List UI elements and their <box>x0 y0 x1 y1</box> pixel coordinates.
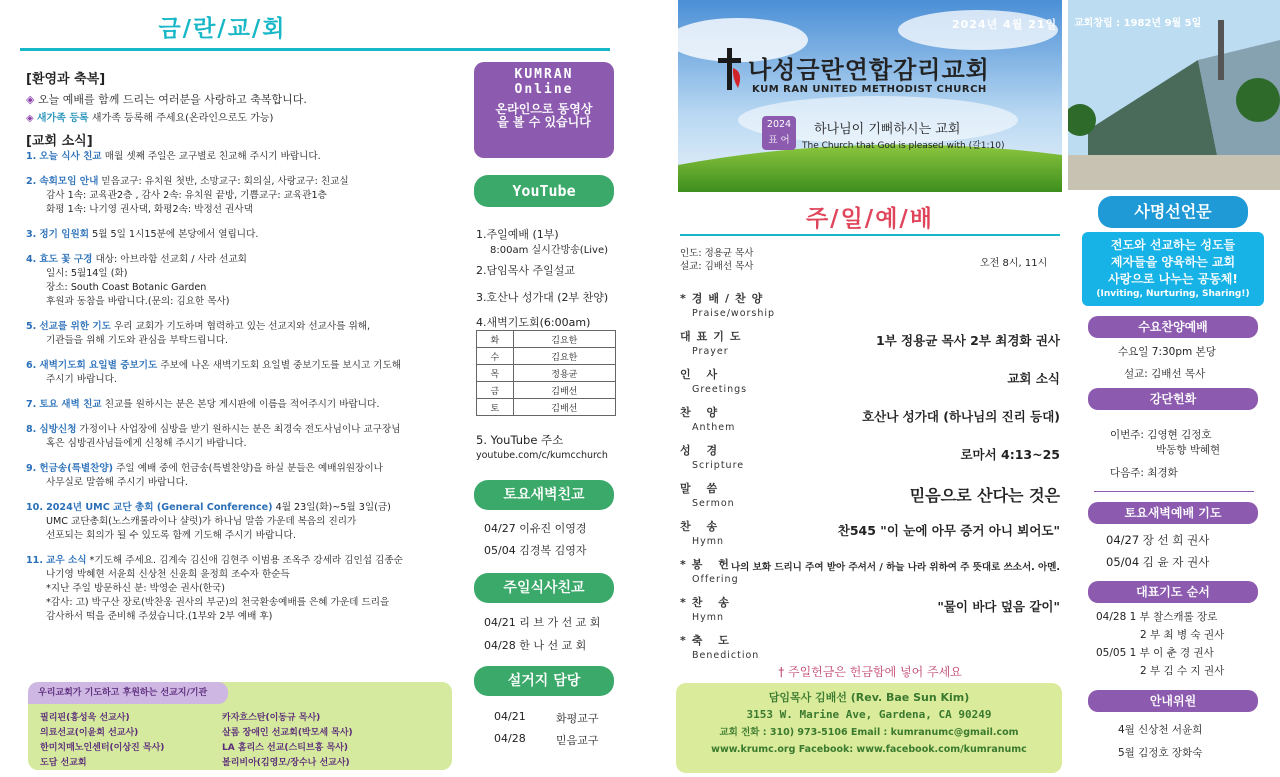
order-item-ko: *찬 송 <box>680 596 735 609</box>
yt-item-2: 2.담임목사 주일설교 <box>476 264 575 277</box>
wednesday-service-heading: 수요찬양예배 <box>1088 316 1258 338</box>
welcome-section <box>26 68 307 124</box>
dish-date: 04/28 <box>494 732 526 745</box>
news-item: 10. 2024년 UMC 교단 총회 (General Conference) 4월 23일(화)~5월 3일(금) UMC 교단총회(노스캐롤라이나 샬럿)가 하나님 말씀 가운데 복음의 진리가 선포되는 회의가 될 수 있도록 함께 기도해 주시기 바랍니다. <box>26 502 391 541</box>
usher-heading: 안내위원 <box>1088 690 1258 712</box>
table-row: 토 김배선 <box>477 399 616 416</box>
order-item-value: 로마서 4:13~25 <box>960 447 1060 462</box>
welcome-line: ◈ 오늘 예배를 함께 드리는 여러분을 사랑하고 축복합니다. <box>26 93 307 106</box>
altar-this-week: 이번주: 김영현 김정호 <box>1110 429 1212 441</box>
order-item-ko: 대표기도 <box>680 330 747 343</box>
saturday-row: 04/27 이유진 이영경 <box>484 522 587 535</box>
missionary-item: 볼리비아(김영모/장수나 선교사) <box>222 758 350 768</box>
mission-statement: 전도와 선교하는 성도들 제자들을 양육하는 교회 사랑으로 나누는 공동체! (Inviting, Nurturing, Sharing!) <box>1082 232 1264 306</box>
umc-cross-flame-icon <box>718 48 744 94</box>
worship-leaders: 인도: 정용균 목사 설교: 김배선 목사 <box>680 248 754 272</box>
wednesday-time: 수요일 7:30pm 본당 <box>1118 346 1216 358</box>
altar-next-week: 다음주: 최경화 <box>1110 467 1178 479</box>
dish-team: 화평교구 <box>556 712 599 725</box>
order-item-ko: *경배/찬양 <box>680 292 769 305</box>
motto-en: The Church that God is pleased with (갈1:10) <box>802 141 1005 151</box>
yt-item-3: 3.호산나 성가대 (2부 찬양) <box>476 291 609 304</box>
order-item-ko: *봉 헌 <box>680 558 735 571</box>
diamond-icon: ◈ <box>26 93 35 106</box>
order-item-en: Scripture <box>692 460 745 471</box>
news-item: 8. 심방신청 가정이나 사업장에 심방을 받기 원하시는 분은 최경숙 전도사님이나 교구장님 혹은 심방권사님들에게 신청해 주시기 바랍니다. <box>26 424 401 449</box>
missionary-item: 도담 선교회 <box>40 758 87 768</box>
dishwashing-label: 설거지 담당 <box>474 666 614 696</box>
missionary-item: 카자흐스탄(이동규 목사) <box>222 713 321 723</box>
news-item: 6. 새벽기도회 요일별 중보기도 주보에 나온 새벽기도회 요일별 중보기도를 보시고 기도해 주시기 바랍니다. <box>26 360 402 385</box>
divider <box>1094 491 1254 492</box>
news-item: 2. 속회모임 안내 믿음교구: 유치원 첫반, 소망교구: 회의실, 사랑교구: 친교실 감사 1속: 교육관2층 , 감사 2속: 유치원 끝방, 기쁨교구: 교육관1층 화평 1속: 나기영 권사댁, 화평2속: 박정선 권사댁 <box>26 176 349 215</box>
order-item-value: 나의 보화 드리니 주여 받아 주셔서 / 하늘 나라 위하여 주 뜻대로 쓰소서. 아멘. <box>731 562 1060 573</box>
worship-time: 오전 8시, 11시 <box>980 258 1048 269</box>
dawn-prayer-table <box>476 330 616 416</box>
order-item-ko: 말 씀 <box>680 482 724 495</box>
saturday-prayer-heading: 토요새벽예배 기도 <box>1088 502 1258 524</box>
page-title: 금/란/교/회 <box>158 16 287 42</box>
kumran-online-card <box>474 62 614 158</box>
worship-title: 주/일/예/배 <box>805 206 935 232</box>
rep-prayer-row: 2 부 김 수 지 권사 <box>1140 665 1225 677</box>
order-item-en: Hymn <box>692 612 725 623</box>
order-item-ko: 성 경 <box>680 444 724 457</box>
missionary-heading: 우리교회가 기도하고 후원하는 선교지/기관 <box>28 682 228 704</box>
table-row: 목 정용균 <box>477 365 616 382</box>
representative-prayer-heading: 대표기도 순서 <box>1088 581 1258 603</box>
kumran-title: KUMRAN <box>514 67 574 82</box>
order-item-value: "물이 바다 덮음 같이" <box>937 599 1060 614</box>
lunch-row: 04/28 한 나 선 교 회 <box>484 639 587 652</box>
diamond-icon: ◈ <box>26 113 34 124</box>
news-item: 9. 헌금송(특별찬양) 주일 예배 중에 헌금송(특별찬양)을 하실 분들은 예배위원장이나 사무실로 말씀해 주시기 바랍니다. <box>26 463 383 488</box>
table-row: 화 김요한 <box>477 331 616 348</box>
saturday-prayer-row: 04/27 장 선 희 권사 <box>1106 533 1210 547</box>
table-row: 수 김요한 <box>477 348 616 365</box>
church-address: 3153 W. Marine Ave, Gardena, CA 90249 <box>746 708 992 721</box>
usher-row: 4월 신상천 서윤희 <box>1118 724 1203 736</box>
order-item-en: Benediction <box>692 650 760 661</box>
worship-divider <box>680 234 1060 236</box>
missionary-item: LA 홈리스 선교(스티브홍 목사) <box>222 743 348 753</box>
order-item-ko: 찬 양 <box>680 406 724 419</box>
yt-addr-link[interactable]: youtube.com/c/kumcchurch <box>476 450 608 461</box>
online-title: Online <box>514 82 574 97</box>
news-heading: [교회 소식] <box>26 134 93 149</box>
altar-flowers-heading: 강단헌화 <box>1088 388 1258 410</box>
founded-date: 교회창립 : 1982년 9월 5일 <box>1074 18 1202 29</box>
church-contact: 교회 전화 : 310) 973-5106 Email : kumranumc@gmail.com <box>719 727 1019 738</box>
rep-prayer-row: 04/28 1 부 찰스캐롤 장로 <box>1096 611 1218 623</box>
welcome-heading: [환영과 축복] <box>26 72 106 87</box>
news-item: 3. 정기 임원회 5월 5일 1시15분에 본당에서 열립니다. <box>26 229 259 240</box>
yt-item-1: 1.주일예배 (1부) <box>476 228 559 241</box>
newcomer-line: ◈ 새가족 등록 새가족 등록해 주세요(온라인으로도 가능) <box>26 113 274 124</box>
order-item-en: Prayer <box>692 346 729 357</box>
missionary-item: 살롬 장애인 선교회(박모세 목사) <box>222 728 353 738</box>
order-item-value: 호산나 성가대 (하나님의 진리 등대) <box>862 409 1060 424</box>
news-item: 1. 오늘 식사 친교 매월 셋째 주일은 교구별로 친교해 주시기 바랍니다. <box>26 151 321 162</box>
yt-addr-label: 5. YouTube 주소 <box>476 433 564 447</box>
order-item-ko: 찬 송 <box>680 520 724 533</box>
kumran-desc: 온라인으로 동영상을 볼 수 있습니다 <box>495 102 593 129</box>
title-divider <box>20 48 610 51</box>
mission-heading: 사명선언문 <box>1098 196 1248 228</box>
order-item-value: 1부 정용균 목사 2부 최경화 권사 <box>875 333 1060 348</box>
rep-prayer-row: 2 부 최 병 숙 권사 <box>1140 629 1225 641</box>
lunch-fellowship-label: 주일식사친교 <box>474 573 614 603</box>
rep-prayer-row: 05/05 1 부 이 춘 경 권사 <box>1096 647 1214 659</box>
news-item: 11. 교우 소식 *기도해 주세요. 김계숙 김신애 김현주 이범용 조옥주 강세라 김인섭 김종순 나기영 박혜현 서윤희 신상천 신윤희 윤정희 조수자 한순득 *지난 주일 방문하신 분: 박영순 권사(한국) *감사: 고) 박구산 장로(박찬웅 권사의 부군)의 천국환송예배를 은혜 가운데 드리을 감사하서 떡을 준비해 주셨습니다.(1부와 2부 예배 후) <box>26 555 403 622</box>
news-item: 7. 토요 새벽 친교 친교를 원하시는 분은 본당 게시판에 이름을 적어주시기 바랍니다. <box>26 399 380 410</box>
dish-team: 믿음교구 <box>556 734 599 747</box>
saturday-prayer-row: 05/04 김 윤 자 권사 <box>1106 555 1210 569</box>
saturday-fellowship-label: 토요새벽친교 <box>474 480 614 510</box>
news-item: 5. 선교를 위한 기도 우리 교회가 기도하며 협력하고 있는 선교지와 선교사를 위해, 기관들을 위해 기도와 관심을 부탁드립니다. <box>26 321 371 346</box>
order-item-value: 믿음으로 산다는 것은 <box>909 486 1060 505</box>
motto: 하나님이 기뻐하시는 교회 <box>814 122 961 137</box>
missionary-item: 한미치매노인센터(이상진 목사) <box>40 743 165 753</box>
lunch-row: 04/21 리 브 가 선 교 회 <box>484 616 601 629</box>
offering-note: † 주일헌금은 헌금함에 넣어 주세요 <box>778 665 962 679</box>
yt-item-1b: 8:00am 실시간방송(Live) <box>490 245 609 256</box>
order-item-en: Greetings <box>692 384 748 395</box>
saturday-row: 05/04 김경복 김영자 <box>484 544 587 557</box>
church-name-en: KUM RAN UNITED METHODIST CHURCH <box>752 84 987 95</box>
church-web[interactable]: www.krumc.org Facebook: www.facebook.com/kumranumc <box>711 744 1027 755</box>
order-item-value: 교회 소식 <box>1007 371 1060 386</box>
church-name: 나성금란연합감리교회 <box>748 56 990 84</box>
order-item-en: Praise/worship <box>692 308 776 319</box>
altar-this-week-2: 박동향 박혜현 <box>1156 444 1221 456</box>
usher-row: 5월 김정호 장화숙 <box>1118 747 1203 759</box>
table-row: 금 김배선 <box>477 382 616 399</box>
pastor-info-box <box>676 683 1062 773</box>
youtube-label: YouTube <box>474 175 614 207</box>
bulletin-date: 2024년 4월 21일 <box>952 18 1058 31</box>
order-item-value: 찬545 "이 눈에 아무 증거 아니 뵈어도" <box>837 523 1060 538</box>
order-item-en: Hymn <box>692 536 725 547</box>
order-item-ko: 인 사 <box>680 368 724 381</box>
order-item-en: Sermon <box>692 498 735 509</box>
news-item: 4. 효도 꽃 구경 대상: 아브라함 선교회 / 사라 선교회 일시: 5월14일 (화) 장소: South Coast Botanic Garden 후원과 동참을 바랍니다.(문의: 김요한 목사) <box>26 254 247 307</box>
motto-badge: 2024 표 어 <box>762 116 796 150</box>
missionary-item: 의료선교(이윤희 선교사) <box>40 728 139 738</box>
pastor-name: 담임목사 김배선 (Rev. Bae Sun Kim) <box>768 691 970 704</box>
wednesday-preacher: 설교: 김배선 목사 <box>1124 368 1206 380</box>
dish-date: 04/21 <box>494 710 526 723</box>
order-item-ko: *축 도 <box>680 634 735 647</box>
order-item-en: Offering <box>692 574 739 585</box>
yt-item-4: 4.새벽기도회(6:00am) <box>476 316 591 329</box>
missionary-item: 필리핀(홍성욱 선교사) <box>40 713 130 723</box>
news-list <box>26 150 456 635</box>
order-item-en: Anthem <box>692 422 736 433</box>
